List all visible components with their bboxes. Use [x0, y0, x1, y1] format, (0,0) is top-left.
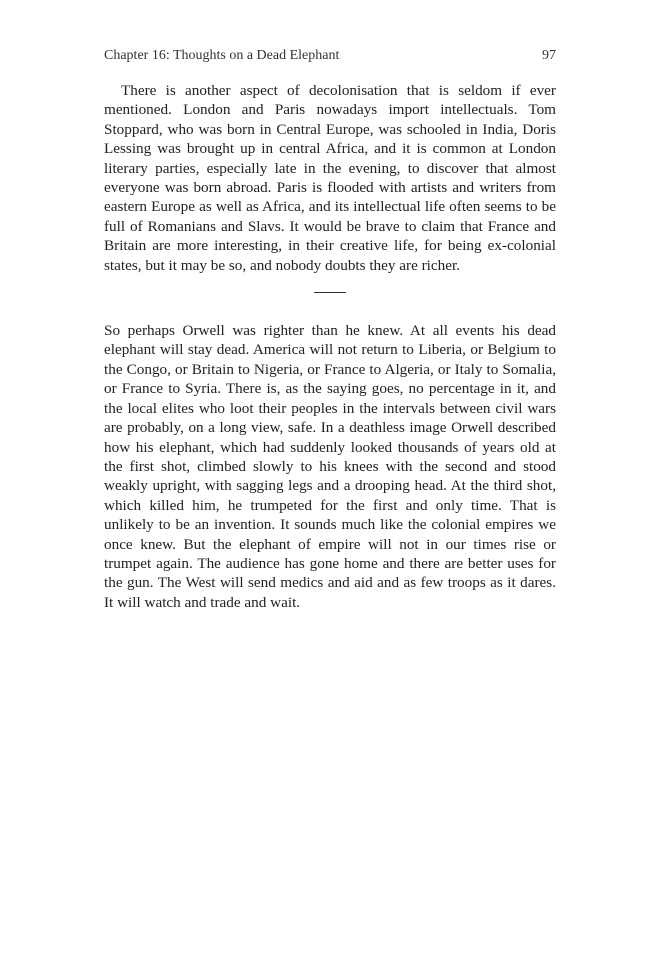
paragraph-decolonisation: There is another aspect of decolonisation that is seldom if ever mentioned. London and Paris nowadays import intellectuals. Tom Stoppard, who was born in Central Europe, was schooled in India, Doris Lessing was brought up in central Africa, and it is common at London literary parties, especially late in the evening, to discover that almost everyone was born abroad. Paris is flooded with artists and writers from eastern Europe as well as Africa, and its intellectual life often seems to be full of Romanians and Slavs. It would be brave to claim that France and Britain are more interesting, in their creative life, for being ex-colonial states, but it may be so, and nobody doubts they are richer. — [104, 82, 556, 274]
body-text — [104, 81, 556, 612]
page-number: 97 — [542, 48, 556, 63]
paragraph-orwell-elephant: So perhaps Orwell was righter than he knew. At all events his dead elephant will stay dead. America will not return to Liberia, or Belgium to the Congo, or Britain to Nigeria, or France to Algeria, or Italy to Somalia, or France to Syria. There is, as the saying goes, no percentage in it, and the local elites who loot their peoples in the intervals between civil wars are probably, on a long view, safe. In a deathless image Orwell described how his elephant, which had suddenly looked thousands of years old at the first shot, climbed slowly to his knees with the second and stood weakly upright, with sagging legs and a drooping head. At the third shot, which killed him, he trumpeted for the first and only time. That is unlikely to be an invention. It sounds much like the colonial empires we once knew. But the elephant of empire will not in our times rise or trumpet again. The audience has gone home and there are better uses for the gun. The West will send medics and aid and as few troops as it dares. It will watch and trade and wait. — [104, 322, 556, 611]
section-break — [104, 275, 556, 321]
section-divider-rule — [314, 292, 346, 293]
running-header — [104, 46, 556, 66]
chapter-title: Chapter 16: Thoughts on a Dead Elephant — [104, 48, 340, 63]
